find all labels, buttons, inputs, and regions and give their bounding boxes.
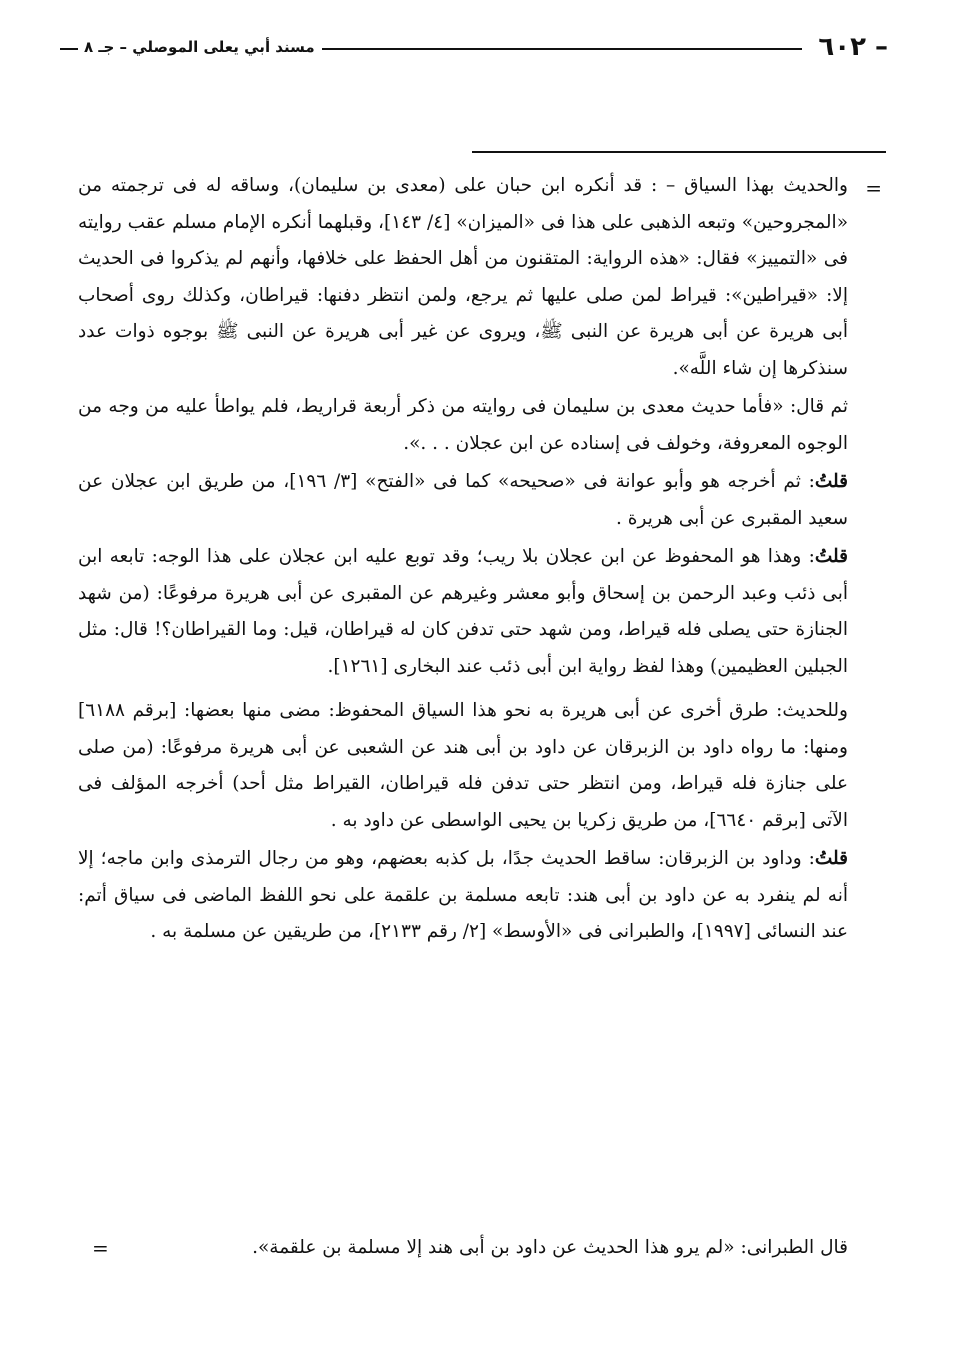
paragraph xyxy=(78,539,848,685)
paragraph xyxy=(78,168,848,387)
paragraph-text: وللحديث: طرق أخرى عن أبى هريرة به نحو هذا السياق المحفوظ: مضى منها بعضها: [برقم ٦١٨٨] ومنها: ما رواه داود بن الزبرقان عن داود بن أبى هند عن الشعبى عن أبى هريرة مرفوعًا: (من صلى على جنازة فله قيراط، ومن انتظر حتى تدفن فله قيراطان، القيراط مثل أحد) أخرجه المؤلف فى الآتى [برقم ٦٦٤٠]، من طريق زكريا بن يحيى الواسطى عن داود به . xyxy=(78,700,848,831)
paragraph xyxy=(78,464,848,537)
continuation-mark-bottom: = xyxy=(92,1236,109,1260)
paragraph-text: : وداود بن الزبرقان: ساقط الحديث جدًا، بل كذبه بعضهم، وهو من رجال الترمذى وابن ماجه؛ إلا أنه لم ينفرد به عن داود بن أبى هند: تابعه مسلمة بن علقمة على نحو اللفظ الماضى فى سياق أتم: عند النسائى [١٩٩٧]، والطبرانى فى «الأوسط» [٢/ رقم ٢١٣٣]، من طريقين عن مسلمة به . xyxy=(78,848,848,942)
paragraph-lead: قلتُ xyxy=(814,546,848,567)
paragraph xyxy=(78,389,848,462)
paragraph-lead: قلتُ xyxy=(814,471,848,492)
paragraph-lead: قلتُ xyxy=(814,848,848,869)
footnote-body xyxy=(78,168,848,951)
continuation-mark-top: = xyxy=(865,176,882,200)
header-dash xyxy=(60,48,78,50)
running-header xyxy=(60,30,888,66)
running-title: مسند أبي يعلى الموصلي – جـ ٨ xyxy=(84,38,315,56)
paragraph-text: ثم قال: «فأما حديث معدى بن سليمان فى روايته من ذكر أربعة قراريط، فلم يواطأ عليه من وجه من الوجوه المعروفة، وخولف فى إسناده عن ابن عجلان . . .». xyxy=(78,396,848,454)
footnote-separator xyxy=(472,151,886,153)
paragraph xyxy=(78,841,848,951)
page-number: – ٦٠٢ xyxy=(818,32,888,62)
paragraph-text: : وهذا هو المحفوظ عن ابن عجلان بلا ريب؛ وقد توبع عليه ابن عجلان على هذا الوجه: تابعه ابن أبى ذئب وعبد الرحمن بن إسحاق وأبو معشر وغيرهم عن المقبرى عن أبى هريرة مرفوعًا: (من شهد الجنازة حتى يصلى فله قيراط، ومن شهد حتى تدفن كان له قيراطان، قيل: وما القيراطان؟! قال: مثل الجبلين العظيمين) وهذا لفظ رواية ابن أبى ذئب عند البخارى [١٢٦١]. xyxy=(78,546,848,677)
header-rule xyxy=(322,48,802,50)
paragraph-text: : ثم أخرجه هو وأبو عوانة فى «صحيحه» كما فى «الفتح» [٣/ ١٩٦]، من طريق ابن عجلان عن سعيد المقبرى عن أبى هريرة . xyxy=(78,471,848,529)
paragraph-text: والحديث بهذا السياق – : قد أنكره ابن حبان على (معدى بن سليمان)، وساقه له فى ترجمته من «المجروحين» وتبعه الذهبى على هذا فى «الميزان» [٤/ ١٤٣]، وقبلهما أنكره الإمام مسلم عقب روايته فى «التمييز» فقال: «هذه الرواية: المتقنون من أهل الحفظ على خلافها، وأنهم لم يذكروا فى الحديث إلا: «قيراطين»: قيراط لمن صلى عليها ثم يرجع، ولمن انتظر دفنها: قيراطان، وكذلك روى أصحاب أبى هريرة عن أبى هريرة عن النبى ﷺ، ويروى عن غير أبى هريرة عن النبى ﷺ بوجوه ذوات عدد سنذكرها إن شاء اللَّه». xyxy=(78,175,849,379)
paragraph xyxy=(78,693,848,839)
closing-text: قال الطبرانى: «لم يرو هذا الحديث عن داود بن أبى هند إلا مسلمة بن علقمة». xyxy=(252,1237,848,1258)
closing-paragraph xyxy=(78,1230,848,1266)
